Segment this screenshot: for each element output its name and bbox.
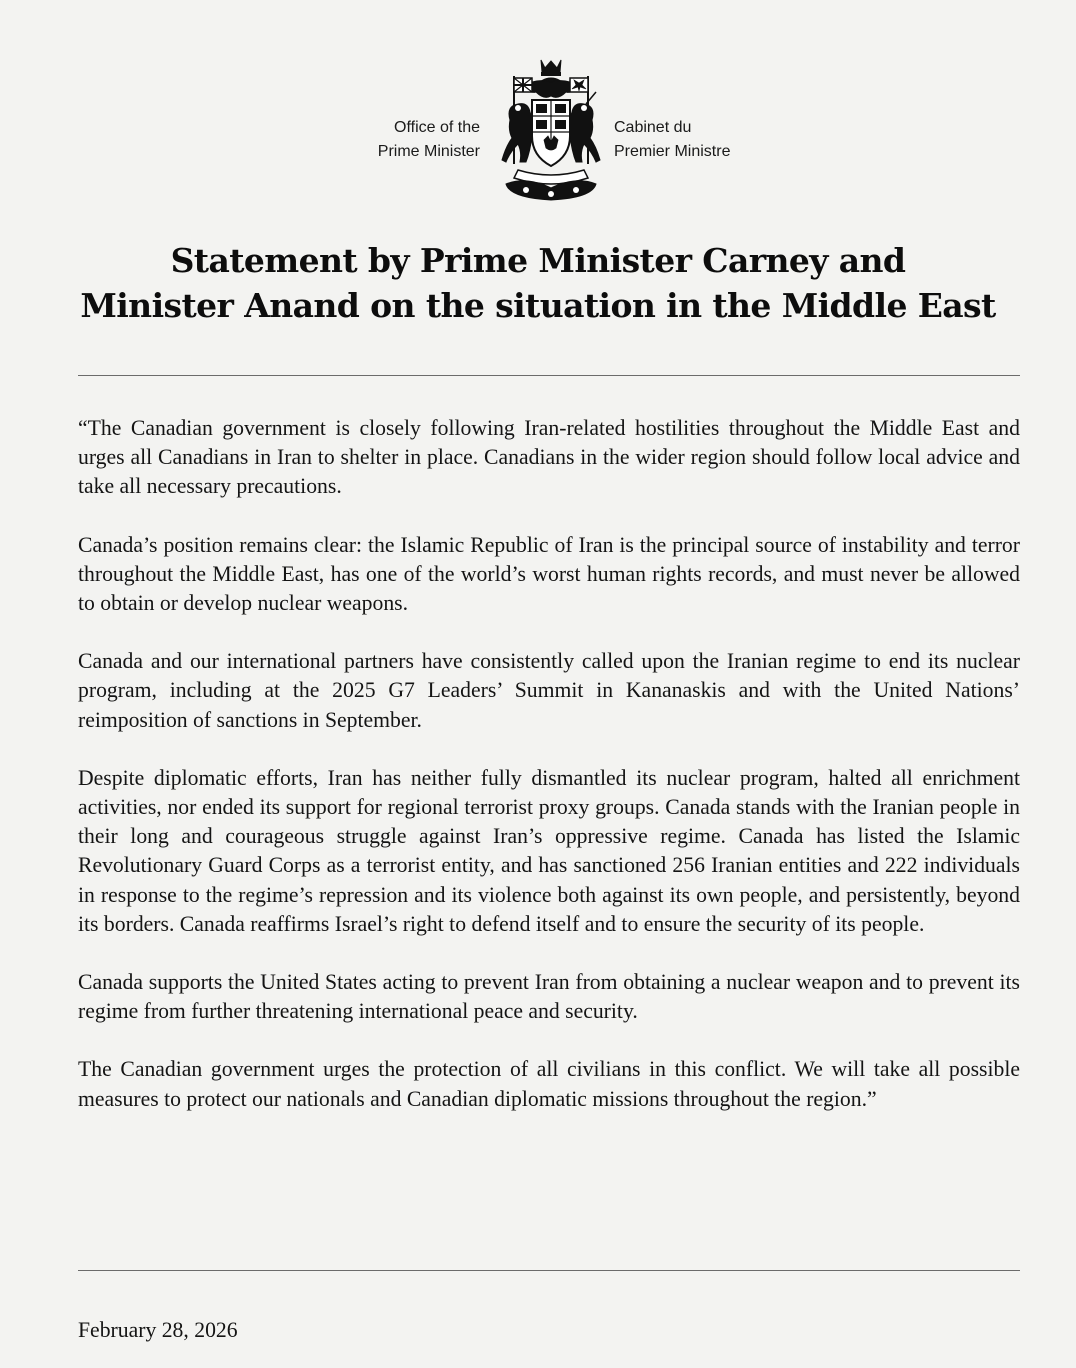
statement-date: February 28, 2026 xyxy=(78,1318,238,1342)
office-name-english xyxy=(378,116,480,164)
paragraph-6: The Canadian government urges the protection of all civilians in this conflict. We will take all possible measures to protect our nationals and Canadian diplomatic missions throughout the region.” xyxy=(78,1057,1020,1111)
statement-title xyxy=(0,238,1076,328)
bottom-divider xyxy=(78,1270,1020,1271)
paragraph-2: Canada’s position remains clear: the Islamic Republic of Iran is the principal source of instability and terror throughout the Middle East, has one of the world’s worst human rights records, and must never be allowed to obtain or develop nuclear weapons. xyxy=(78,532,1020,616)
office-fr-line-1: Cabinet du xyxy=(614,119,692,136)
office-name-french xyxy=(614,116,730,164)
paragraph-1: “The Canadian government is closely following Iran-related hostilities throughout the Middle East and urges all Canadians in Iran to shelter in place. Canadians in the wider region should follow local advice and take all necessary precautions. xyxy=(78,416,1020,499)
office-en-line-1: Office of the xyxy=(394,119,480,136)
office-fr-line-2: Premier Ministre xyxy=(614,143,731,160)
top-divider xyxy=(78,375,1020,376)
title-line-2: Minister Anand on the situation in the Middle East xyxy=(80,286,996,325)
paragraph-4: Despite diplomatic efforts, Iran has neither fully dismantled its nuclear program, halted all enrichment activities, nor ended its support for regional terrorist proxy groups. Canada stands with the Iranian people in their long and courageous struggle against Iran’s oppressive regime. Canada has listed the Islamic Revolutionary Guard Corps as a terrorist entity, and has sanctioned 256 Iranian entities and 222 individuals in response to the regime’s repression and its violence both against its own people, and persistently, beyond its borders. Canada reaffirms Israel’s right to defend itself and to ensure the security of its people. xyxy=(78,765,1020,936)
paragraph-5: Canada supports the United States acting to prevent Iran from obtaining a nuclear weapon and to prevent its regime from further threatening international peace and security. xyxy=(78,970,1020,1024)
paragraph-3: Canada and our international partners have consistently called upon the Iranian regime to end its nuclear program, including at the 2025 G7 Leaders’ Summit in Kananaskis and with the United Nations’ reimposition of sanctions in September. xyxy=(78,649,1020,732)
letterhead xyxy=(0,56,1076,206)
title-line-1: Statement by Prime Minister Carney and xyxy=(170,241,906,280)
statement-body xyxy=(78,414,1020,1114)
coat-of-arms-icon xyxy=(496,56,606,202)
office-en-line-2: Prime Minister xyxy=(377,143,480,160)
